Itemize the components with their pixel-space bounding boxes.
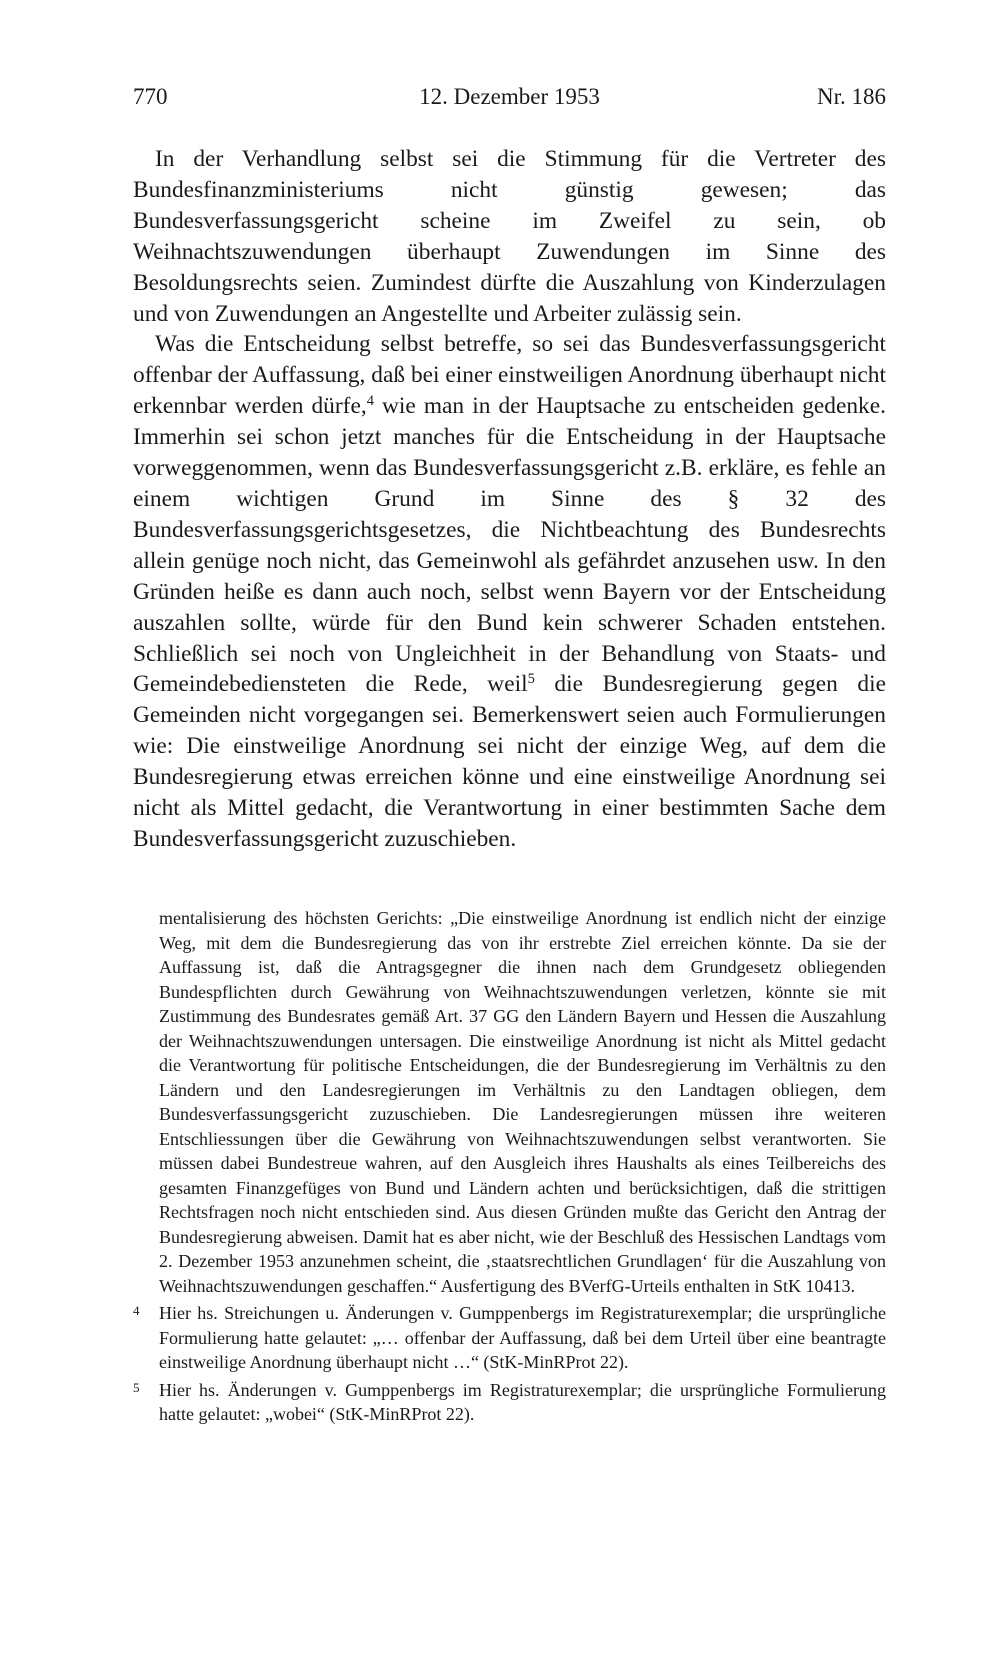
paragraph: In der Verhandlung selbst sei die Stimmung für die Vertreter des Bundesfinanzministeriums nicht günstig gewesen; das Bundesverfassungsgericht scheine im Zweifel zu sein, ob Weihnachtszuwendungen überhaupt Zuwendungen im Sinne des Besoldungsrechts seien. Zumindest dürfte die Auszahlung von Kinderzulagen und von Zuwendungen an Angestellte und Arbeiter zulässig sein. bbox=[133, 146, 886, 327]
paragraph-text: die Bundesregierung gegen die Gemeinden nicht vorgegangen sei. Bemerkenswert seien auch Formulierungen wie: Die einstweilige Anordnung sei nicht der einzige Weg, auf dem die Bundesregierung etwas erreichen könne und eine einstweilige Anordnung sei nicht als Mittel gedacht, die Verantwortung in einer bestimmten Sache dem Bundesverfassungsgericht zuzuschieben. bbox=[133, 671, 887, 852]
footnote-ref: 4 bbox=[366, 393, 374, 410]
footnote-text: Hier hs. Streichungen u. Änderungen v. Gumppenbergs im Registraturexemplar; die ursprüngliche Formulierung hatte gelautet: „… offenbar der Auffassung, daß bei dem Urteil über eine beantragte einstweilige Anordnung überhaupt nicht …“ (StK-MinRProt 22). bbox=[159, 1303, 886, 1372]
footnote-number: 4 bbox=[133, 1303, 140, 1318]
main-text bbox=[133, 144, 886, 855]
footnote-number: 5 bbox=[133, 1379, 140, 1395]
footnote bbox=[133, 1301, 886, 1375]
footnotes-section bbox=[133, 906, 886, 1430]
issue-number: Nr. 186 bbox=[817, 84, 886, 109]
paragraph bbox=[133, 329, 886, 854]
footnote-ref: 5 bbox=[527, 671, 535, 688]
header-date: 12. Dezember 1953 bbox=[419, 84, 600, 109]
footnote-text: Hier hs. Änderungen v. Gumppenbergs im Registraturexemplar; die ursprüngliche Formulierung hatte gelautet: „wobei“ (StK-MinRProt 22). bbox=[159, 1379, 886, 1424]
page-number: 770 bbox=[133, 84, 168, 109]
footnote bbox=[133, 1378, 886, 1427]
paragraph-text: Was die Entscheidung selbst betreffe, so sei das Bundesverfassungsgericht offenbar der Auffassung, daß bei einer einstweiligen Anordnung überhaupt nicht erkennbar werden dürfe, bbox=[133, 331, 886, 420]
running-header bbox=[133, 84, 886, 116]
paragraph-text: wie man in der Hauptsache zu entscheiden gedenke. Immerhin sei schon jetzt manches für die Entscheidung in der Hauptsache vorweggenommen, wenn das Bundesverfassungsgericht z.B. erkläre, es fehle an einem wichtigen Grund im Sinne des § 32 des Bundesverfassungsgerichtsgesetzes, die Nichtbeachtung des Bundesrechts allein genüge noch nicht, das Gemeinwohl als gefährdet anzusehen usw. In den Gründen heiße es dann auch noch, selbst wenn Bayern vor der Entscheidung auszahlen sollte, würde für den Bund kein schwerer Schaden entstehen. Schließlich sei noch von Ungleichheit in der Behandlung von Staats- und Gemeindebediensteten die Rede, weil bbox=[133, 393, 886, 698]
footnote-continuation: mentalisierung des höchsten Gerichts: „Die einstweilige Anordnung ist endlich nicht der einzige Weg, mit dem die Bundesregierung das von ihr erstrebte Ziel erreichen könnte. Da sie der Auffassung ist, daß die Antragsgegner die ihnen nach dem Grundgesetz obliegenden Bundespflichten durch Gewährung von Weihnachtszuwendungen verletzen, könnte sie mit Zustimmung des Bundesrates gemäß Art. 37 GG den Ländern Bayern und Hessen die Auszahlung der Weihnachtszuwendungen untersagen. Die einstweilige Anordnung ist nicht als Mittel gedacht die Verantwortung für politische Entscheidungen, die der Bundesregierung im Verhältnis zu den Ländern und den Landesregierungen im Verhältnis zu den Landtagen obliegen, dem Bundesverfassungsgericht zuzuschieben. Die Landesregierungen müssen ihre weiteren Entschliessungen über die Gewährung von Weihnachtszuwendungen selbst verantworten. Sie müssen dabei Bundestreue wahren, auf den Ausgleich ihres Haushalts als eines Teilbereichs des gesamten Finanzgefüges von Bund und Ländern achten und berücksichtigen, daß die strittigen Rechtsfragen noch nicht entschieden sind. Aus diesen Gründen mußte das Gericht den Antrag der Bundesregierung abweisen. Damit hat es aber nicht, wie der Beschluß des Hessischen Landtags vom 2. Dezember 1953 anzunehmen scheint, die ‚staatsrechtlichen Grundlagen‘ für die Auszahlung von Weihnachtszuwendungen geschaffen.“ Ausfertigung des BVerfG-Urteils enthalten in StK 10413. bbox=[159, 908, 886, 1296]
